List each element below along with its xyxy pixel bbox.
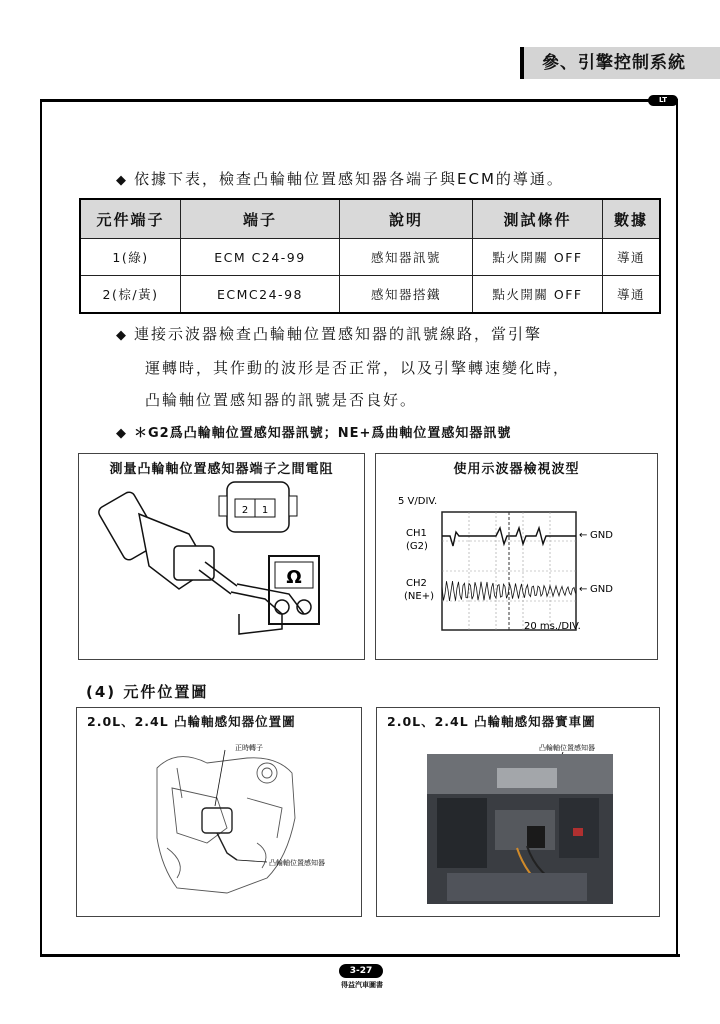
cam-sensor-icon [97, 490, 237, 594]
sensor-vehicle-photo-panel [376, 707, 660, 917]
table-cell: 1(綠) [80, 239, 181, 276]
panel-title: 2.0L、2.4L 凸輪軸感知器位置圖 [87, 714, 296, 729]
panel-title: 測量凸輪軸位置感知器端子之間電阻 [109, 462, 334, 477]
bullet-line: 凸輪軸位置感知器的訊號是否良好。 [145, 391, 418, 409]
waveform-illustration [376, 474, 656, 659]
publisher-name: 得益汽車圖書 [341, 981, 383, 989]
table-cell: 導通 [603, 276, 661, 314]
callout-leader [215, 750, 225, 806]
engine-bay-photo-icon [427, 754, 613, 904]
table-cell: 2(棕/黃) [80, 276, 181, 314]
table-cell: ECMC24-98 [181, 276, 340, 314]
col-header: 元件端子 [80, 199, 181, 239]
table-cell: 點火開關 OFF [473, 239, 603, 276]
table-header-row [80, 199, 660, 239]
panel-title: 使用示波器檢視波型 [453, 462, 580, 477]
diamond-bullet-icon: ◆ [116, 426, 127, 441]
ohm-symbol: Ω [286, 567, 302, 588]
time-per-div-label: 20 ms./DIV. [524, 621, 581, 632]
callout-leader [237, 860, 267, 862]
connector-face-icon [219, 482, 297, 532]
connector-pin-label: 1 [261, 505, 269, 516]
timing-rotor-callout: 正時轉子 [235, 744, 263, 752]
table-row [80, 276, 660, 314]
continuity-table [79, 198, 661, 314]
gnd-arrow-icon: ← [579, 530, 588, 541]
bullet-text: ＊G2爲凸輪軸位置感知器訊號；NE+爲曲軸位置感知器訊號 [134, 426, 512, 441]
sensor-location-drawing-panel [76, 707, 362, 917]
resistance-measurement-panel [78, 453, 365, 660]
resistance-illustration [79, 474, 363, 659]
header-rule [40, 99, 678, 102]
engine-drawing-icon [157, 757, 295, 893]
sensor-callout: 凸輪軸位置感知器 [539, 744, 595, 752]
bullet-line: 連接示波器檢查凸輪軸位置感知器的訊號線路，當引擎 [134, 325, 543, 343]
panel-title: 2.0L、2.4L 凸輪軸感知器實車圖 [387, 714, 596, 729]
engine-line-drawing [77, 728, 361, 916]
bullet-oscilloscope-check [116, 318, 656, 416]
oscilloscope-panel [375, 453, 658, 660]
ch2-sub-label: (NE+) [404, 591, 434, 602]
col-header: 端子 [181, 199, 340, 239]
diamond-bullet-icon: ◆ [116, 173, 128, 188]
diamond-bullet-icon: ◆ [116, 328, 128, 343]
col-header: 數據 [603, 199, 661, 239]
ch1-label: CH1 [406, 528, 427, 539]
col-header: 說明 [340, 199, 473, 239]
page-number: 3-27 [339, 964, 383, 978]
section-heading: (4) 元件位置圖 [86, 683, 209, 701]
engine-bay-photo [377, 728, 658, 916]
bullet-signal-note [116, 422, 511, 441]
table-cell: ECM C24-99 [181, 239, 340, 276]
bullet-text: 依據下表，檢查凸輪軸位置感知器各端子與ECM的導通。 [134, 170, 564, 188]
gnd-arrow-icon: ← [579, 584, 588, 595]
brand-logo: LT [648, 95, 678, 106]
table-cell: 感知器訊號 [340, 239, 473, 276]
sensor-callout: 凸輪軸位置感知器 [269, 859, 325, 867]
table-cell: 導通 [603, 239, 661, 276]
bullet-continuity-check [116, 168, 564, 189]
volts-per-div-label: 5 V/DIV. [398, 496, 438, 507]
chapter-title: 參、引擎控制系統 [520, 47, 720, 79]
ch2-label: CH2 [406, 578, 427, 589]
table-row [80, 239, 660, 276]
table-cell: 感知器搭鐵 [340, 276, 473, 314]
table-cell: 點火開關 OFF [473, 276, 603, 314]
bullet-line: 運轉時，其作動的波形是否正常，以及引擎轉速變化時， [145, 359, 571, 377]
ch2-gnd-label: GND [590, 584, 613, 595]
ch1-gnd-label: GND [590, 530, 613, 541]
footer-rule [40, 954, 680, 957]
col-header: 測試條件 [473, 199, 603, 239]
connector-pin-label: 2 [241, 505, 249, 516]
ch1-sub-label: (G2) [406, 541, 428, 552]
